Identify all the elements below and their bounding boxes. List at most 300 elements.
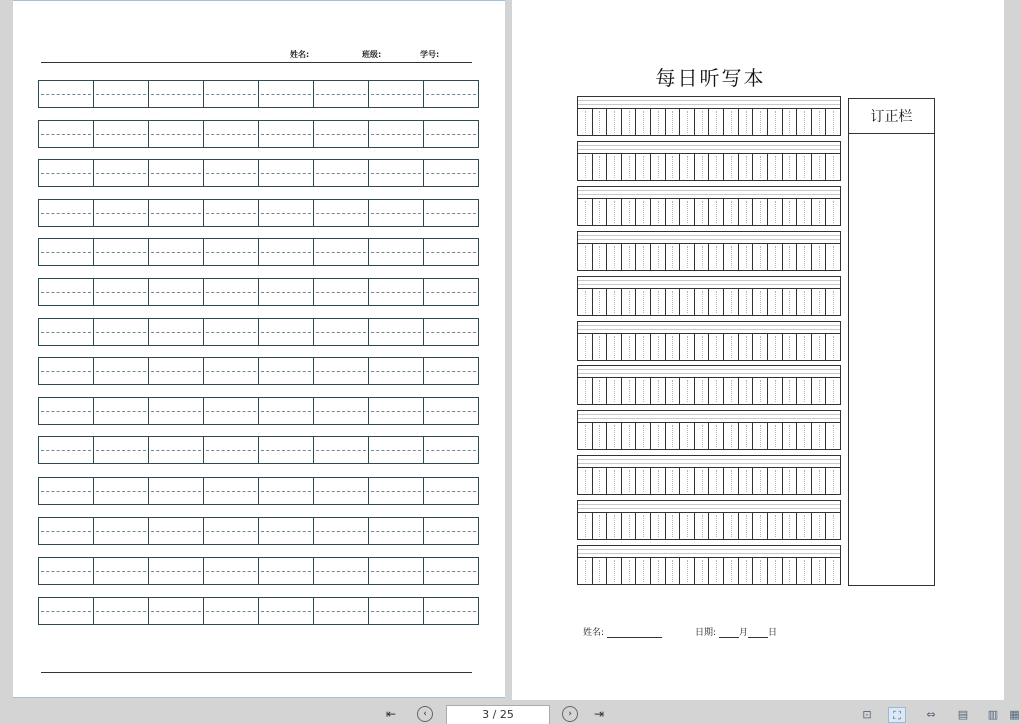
character-box	[593, 334, 608, 360]
character-box	[783, 109, 798, 135]
grid-cell	[204, 279, 259, 305]
grid-cell	[39, 279, 94, 305]
character-box	[812, 468, 827, 494]
grid-cell	[259, 200, 314, 226]
dictation-row	[577, 365, 841, 405]
character-box	[753, 423, 768, 449]
grid-cell	[314, 358, 369, 384]
character-box	[695, 109, 710, 135]
character-box	[753, 513, 768, 539]
character-box	[826, 468, 840, 494]
character-box	[783, 199, 798, 225]
character-box	[636, 423, 651, 449]
month-blank	[719, 628, 739, 638]
character-box	[593, 513, 608, 539]
character-box	[636, 289, 651, 315]
character-box	[753, 378, 768, 404]
grid-cell	[204, 358, 259, 384]
character-box	[724, 334, 739, 360]
character-box	[666, 558, 681, 584]
grid-cell	[94, 81, 149, 107]
grid-cell	[424, 200, 478, 226]
character-boxes	[577, 153, 841, 181]
character-box	[812, 109, 827, 135]
grid-cell	[39, 518, 94, 544]
character-box	[724, 199, 739, 225]
grid-cell	[39, 121, 94, 147]
character-box	[622, 378, 637, 404]
character-box	[709, 244, 724, 270]
character-box	[636, 334, 651, 360]
character-box	[593, 199, 608, 225]
character-box	[826, 334, 840, 360]
character-box	[622, 289, 637, 315]
character-box	[812, 199, 827, 225]
grid-row	[38, 278, 479, 306]
grid-cell	[149, 558, 204, 584]
character-box	[666, 334, 681, 360]
character-box	[578, 244, 593, 270]
dictation-row	[577, 141, 841, 181]
grid-cell	[204, 398, 259, 424]
dictation-row	[577, 186, 841, 226]
character-box	[724, 378, 739, 404]
grid-cell	[314, 81, 369, 107]
character-box	[753, 199, 768, 225]
grid-cell	[204, 319, 259, 345]
grid-cell	[314, 121, 369, 147]
character-box	[753, 334, 768, 360]
character-box	[666, 154, 681, 180]
character-box	[783, 244, 798, 270]
grid-cell	[149, 239, 204, 265]
day-label: 日	[767, 628, 777, 638]
character-box	[636, 199, 651, 225]
character-box	[636, 154, 651, 180]
character-box	[739, 558, 754, 584]
character-box	[768, 199, 783, 225]
character-box	[636, 244, 651, 270]
character-box	[622, 334, 637, 360]
grid-cell	[204, 121, 259, 147]
grid-cell	[259, 437, 314, 463]
grid-row	[38, 159, 479, 187]
character-box	[578, 558, 593, 584]
student-id-label: 学号:	[420, 50, 440, 59]
character-box	[636, 513, 651, 539]
grid-cell	[39, 200, 94, 226]
character-box	[753, 109, 768, 135]
character-box	[826, 154, 840, 180]
character-box	[724, 289, 739, 315]
character-box	[797, 378, 812, 404]
character-boxes	[577, 108, 841, 136]
actual-size-icon[interactable]: ⊡	[862, 708, 872, 721]
grid-row	[38, 557, 479, 585]
grid-cell	[369, 160, 424, 186]
character-box	[826, 109, 840, 135]
character-box	[753, 244, 768, 270]
character-box	[666, 468, 681, 494]
character-box	[651, 244, 666, 270]
dictation-row	[577, 231, 841, 271]
character-box	[695, 378, 710, 404]
character-box	[709, 378, 724, 404]
grid-cell	[369, 518, 424, 544]
character-box	[826, 199, 840, 225]
character-box	[753, 468, 768, 494]
single-page-icon[interactable]: ▤	[957, 708, 969, 721]
grid-cell	[149, 398, 204, 424]
character-box	[680, 423, 695, 449]
grid-cell	[314, 279, 369, 305]
character-box	[739, 289, 754, 315]
character-box	[695, 199, 710, 225]
character-box	[593, 244, 608, 270]
grid-cell	[204, 478, 259, 504]
grid-cell	[94, 437, 149, 463]
continuous-icon[interactable]: ▦	[1009, 708, 1020, 721]
grid-cell	[149, 478, 204, 504]
class-label: 班级:	[362, 50, 382, 59]
character-box	[783, 513, 798, 539]
fit-width-icon[interactable]: ⇔	[926, 708, 936, 721]
grid-cell	[259, 319, 314, 345]
character-box	[797, 513, 812, 539]
character-box	[622, 513, 637, 539]
last-page-button[interactable]: ⇥	[594, 707, 605, 721]
grid-cell	[424, 398, 478, 424]
character-box	[622, 109, 637, 135]
character-box	[695, 513, 710, 539]
character-box	[768, 154, 783, 180]
character-box	[797, 244, 812, 270]
grid-cell	[314, 518, 369, 544]
grid-cell	[94, 598, 149, 624]
character-box	[783, 468, 798, 494]
character-box	[680, 199, 695, 225]
grid-cell	[369, 358, 424, 384]
character-box	[680, 154, 695, 180]
character-box	[783, 558, 798, 584]
grid-cell	[369, 279, 424, 305]
character-box	[797, 109, 812, 135]
grid-cell	[94, 558, 149, 584]
character-box	[636, 468, 651, 494]
header-rule	[41, 62, 472, 63]
character-boxes	[577, 198, 841, 226]
character-box	[812, 244, 827, 270]
character-box	[724, 244, 739, 270]
grid-cell	[369, 598, 424, 624]
grid-cell	[39, 160, 94, 186]
grid-cell	[259, 279, 314, 305]
character-box	[812, 334, 827, 360]
first-page-button[interactable]: ⇤	[386, 707, 397, 721]
character-box	[607, 109, 622, 135]
dictation-row	[577, 96, 841, 136]
character-box	[709, 558, 724, 584]
character-boxes	[577, 512, 841, 540]
character-boxes	[577, 467, 841, 495]
grid-cell	[204, 558, 259, 584]
character-box	[622, 244, 637, 270]
character-box	[695, 154, 710, 180]
character-box	[651, 558, 666, 584]
dictation-row	[577, 276, 841, 316]
grid-cell	[259, 358, 314, 384]
grid-cell	[204, 598, 259, 624]
character-box	[593, 289, 608, 315]
grid-cell	[149, 160, 204, 186]
grid-cell	[259, 518, 314, 544]
character-box	[666, 244, 681, 270]
character-box	[768, 378, 783, 404]
character-box	[739, 513, 754, 539]
character-box	[695, 289, 710, 315]
character-box	[812, 513, 827, 539]
character-box	[709, 334, 724, 360]
character-boxes	[577, 243, 841, 271]
character-box	[578, 423, 593, 449]
name-label: 姓名:	[290, 50, 310, 59]
character-box	[797, 199, 812, 225]
grid-cell	[424, 478, 478, 504]
correction-label: 订正栏	[849, 99, 934, 134]
character-box	[724, 558, 739, 584]
character-box	[797, 334, 812, 360]
character-box	[709, 423, 724, 449]
grid-cell	[314, 478, 369, 504]
grid-cell	[94, 200, 149, 226]
character-box	[709, 513, 724, 539]
footer-date	[695, 625, 777, 638]
character-box	[826, 378, 840, 404]
character-box	[739, 154, 754, 180]
character-box	[724, 513, 739, 539]
grid-cell	[39, 558, 94, 584]
grid-cell	[314, 319, 369, 345]
character-box	[812, 154, 827, 180]
character-box	[578, 154, 593, 180]
two-page-icon[interactable]: ▥	[987, 708, 999, 721]
character-box	[680, 513, 695, 539]
grid-cell	[314, 160, 369, 186]
character-box	[768, 423, 783, 449]
left-page	[13, 0, 505, 698]
character-box	[783, 154, 798, 180]
name-blank	[607, 628, 662, 638]
grid-cell	[259, 160, 314, 186]
character-box	[607, 289, 622, 315]
character-box	[680, 468, 695, 494]
grid-cell	[314, 200, 369, 226]
grid-cell	[39, 437, 94, 463]
character-box	[783, 423, 798, 449]
character-box	[739, 334, 754, 360]
grid-cell	[149, 319, 204, 345]
footer-name-label: 姓名:	[583, 628, 605, 638]
grid-cell	[314, 558, 369, 584]
character-box	[666, 423, 681, 449]
character-box	[578, 378, 593, 404]
grid-cell	[39, 598, 94, 624]
character-box	[607, 558, 622, 584]
character-box	[607, 378, 622, 404]
character-box	[578, 199, 593, 225]
character-box	[578, 513, 593, 539]
character-boxes	[577, 557, 841, 585]
character-box	[812, 558, 827, 584]
character-box	[768, 334, 783, 360]
grid-cell	[94, 121, 149, 147]
character-box	[607, 334, 622, 360]
grid-cell	[259, 558, 314, 584]
grid-cell	[94, 279, 149, 305]
character-box	[651, 468, 666, 494]
character-box	[826, 513, 840, 539]
character-box	[797, 154, 812, 180]
footer-rule	[41, 672, 472, 673]
grid-cell	[259, 239, 314, 265]
character-box	[826, 244, 840, 270]
character-box	[636, 378, 651, 404]
grid-cell	[149, 279, 204, 305]
grid-cell	[369, 200, 424, 226]
grid-cell	[424, 81, 478, 107]
character-box	[768, 468, 783, 494]
grid-cell	[424, 279, 478, 305]
fit-page-icon[interactable]: ⛶	[888, 707, 906, 723]
grid-row	[38, 80, 479, 108]
grid-cell	[424, 121, 478, 147]
character-box	[607, 154, 622, 180]
page-indicator[interactable]: 3 / 25	[446, 705, 550, 724]
character-box	[680, 289, 695, 315]
dictation-row	[577, 545, 841, 585]
character-box	[651, 334, 666, 360]
grid-cell	[149, 598, 204, 624]
grid-row	[38, 318, 479, 346]
character-box	[593, 154, 608, 180]
grid-cell	[314, 239, 369, 265]
grid-cell	[369, 437, 424, 463]
character-box	[812, 378, 827, 404]
character-box	[680, 109, 695, 135]
character-box	[651, 199, 666, 225]
grid-cell	[259, 398, 314, 424]
grid-cell	[204, 81, 259, 107]
character-box	[739, 468, 754, 494]
character-box	[695, 558, 710, 584]
character-box	[651, 154, 666, 180]
grid-cell	[369, 558, 424, 584]
grid-cell	[94, 239, 149, 265]
character-box	[797, 423, 812, 449]
grid-cell	[369, 121, 424, 147]
character-box	[695, 468, 710, 494]
grid-cell	[424, 437, 478, 463]
character-box	[651, 378, 666, 404]
character-box	[666, 378, 681, 404]
next-page-button[interactable]: ›	[562, 706, 578, 722]
character-box	[826, 423, 840, 449]
grid-cell	[259, 121, 314, 147]
character-box	[826, 289, 840, 315]
footer-date-label: 日期:	[695, 628, 717, 638]
grid-row	[38, 597, 479, 625]
character-box	[666, 513, 681, 539]
footer-name	[583, 625, 662, 638]
grid-cell	[424, 239, 478, 265]
character-box	[739, 378, 754, 404]
grid-row	[38, 397, 479, 425]
character-box	[709, 199, 724, 225]
grid-cell	[369, 239, 424, 265]
character-box	[578, 334, 593, 360]
grid-row	[38, 238, 479, 266]
grid-cell	[259, 598, 314, 624]
grid-cell	[94, 319, 149, 345]
grid-cell	[424, 160, 478, 186]
character-box	[607, 513, 622, 539]
grid-cell	[149, 81, 204, 107]
character-box	[651, 289, 666, 315]
grid-cell	[39, 478, 94, 504]
grid-row	[38, 517, 479, 545]
grid-cell	[204, 437, 259, 463]
grid-cell	[94, 358, 149, 384]
grid-cell	[314, 398, 369, 424]
grid-cell	[314, 598, 369, 624]
character-box	[593, 423, 608, 449]
grid-cell	[314, 437, 369, 463]
character-box	[812, 423, 827, 449]
dictation-row	[577, 500, 841, 540]
character-box	[636, 109, 651, 135]
grid-cell	[259, 478, 314, 504]
character-box	[578, 289, 593, 315]
grid-row	[38, 477, 479, 505]
grid-cell	[39, 81, 94, 107]
character-box	[695, 423, 710, 449]
prev-page-button[interactable]: ‹	[417, 706, 433, 722]
character-box	[826, 558, 840, 584]
character-box	[724, 154, 739, 180]
character-box	[783, 378, 798, 404]
character-box	[724, 423, 739, 449]
character-box	[622, 558, 637, 584]
character-box	[739, 244, 754, 270]
character-box	[607, 199, 622, 225]
character-box	[783, 289, 798, 315]
character-box	[593, 109, 608, 135]
grid-row	[38, 357, 479, 385]
character-box	[709, 154, 724, 180]
character-box	[709, 289, 724, 315]
character-box	[680, 378, 695, 404]
character-box	[622, 423, 637, 449]
grid-cell	[369, 81, 424, 107]
character-box	[768, 558, 783, 584]
character-box	[622, 199, 637, 225]
character-box	[680, 334, 695, 360]
grid-cell	[39, 398, 94, 424]
grid-cell	[204, 239, 259, 265]
grid-cell	[149, 518, 204, 544]
character-box	[753, 154, 768, 180]
character-box	[578, 468, 593, 494]
